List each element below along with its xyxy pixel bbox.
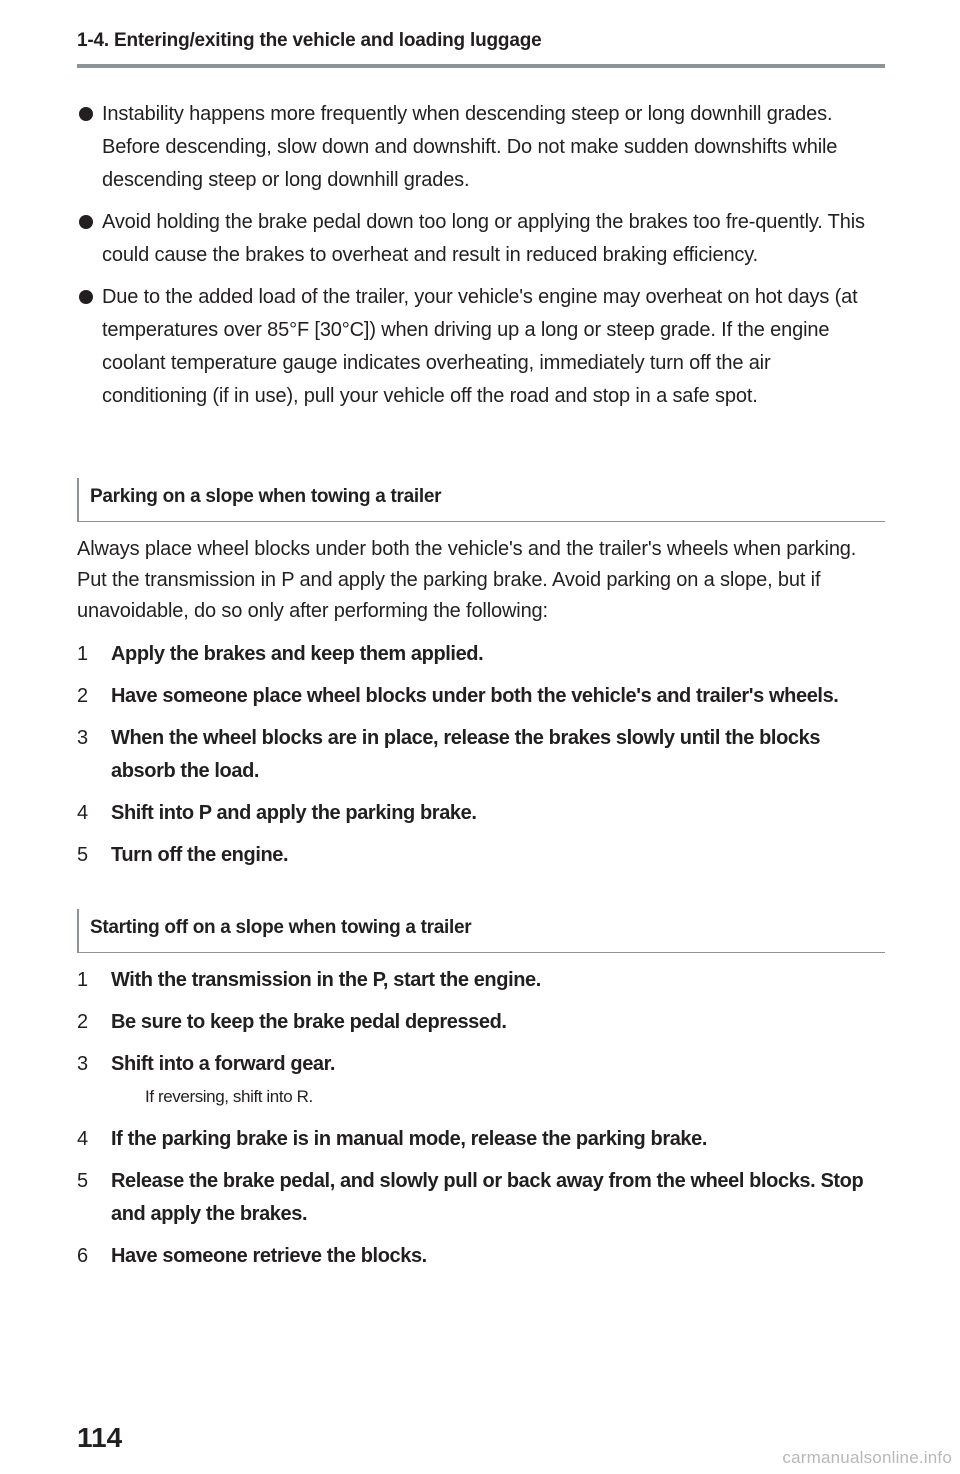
section-heading-bar (77, 478, 79, 522)
bullet-item (79, 98, 879, 197)
step-note: If reversing, shift into R. (145, 1087, 313, 1106)
section-heading-title: Parking on a slope when towing a trailer (90, 486, 442, 507)
bullet-list (79, 98, 879, 422)
step-text: If the parking brake is in manual mode, release the parking brake. (111, 1128, 708, 1150)
step-text: Have someone place wheel blocks under both the vehicle's and trailer's wheels. (111, 685, 839, 707)
bullet-item (79, 206, 879, 272)
step-item (77, 797, 882, 830)
step-number: 6 (77, 1245, 89, 1267)
step-number: 5 (77, 1170, 89, 1192)
section-heading-rule (77, 952, 885, 953)
step-text: Turn off the engine. (111, 844, 289, 866)
starting-steps-list (77, 964, 882, 1282)
step-item (77, 1123, 882, 1156)
step-number: 3 (77, 727, 89, 749)
section-heading-rule (77, 521, 885, 522)
step-text: Be sure to keep the brake pedal depressed. (111, 1011, 507, 1033)
step-item (77, 839, 882, 872)
step-number: 1 (77, 643, 89, 665)
parking-steps-list (77, 638, 882, 881)
bullet-text: Due to the added load of the trailer, your vehicle's engine may overheat on hot days (at temperatures over 85°F [30°C]) when driving up a long or steep grade. If the engine coolant temperature gauge indicates overheating, immediately turn off the air conditioning (if in use), pull your vehicle off the road and stop in a safe spot. (102, 286, 858, 407)
step-text: Apply the brakes and keep them applied. (111, 643, 484, 665)
bullet-dot-icon (79, 290, 93, 304)
step-text: Have someone retrieve the blocks. (111, 1245, 427, 1267)
bullet-dot-icon (79, 107, 93, 121)
section-heading-parking (77, 478, 885, 522)
site-watermark: carmanualsonline.info (782, 1448, 952, 1467)
bullet-text: Instability happens more frequently when descending steep or long downhill grades. Before descending, slow down and downshift. Do not make sudden downshifts while descending steep or long downhill grades. (102, 103, 838, 191)
step-number: 3 (77, 1053, 89, 1075)
step-number: 2 (77, 685, 89, 707)
step-number: 5 (77, 844, 89, 866)
step-item (77, 1006, 882, 1039)
section-heading-bar (77, 909, 79, 953)
step-text: Shift into P and apply the parking brake. (111, 802, 477, 824)
step-item (77, 722, 882, 788)
step-text: With the transmission in the P, start the engine. (111, 969, 541, 991)
bullet-text: Avoid holding the brake pedal down too long or applying the brakes too fre-quently. This could cause the brakes to overheat and result in reduced braking efficiency. (102, 211, 865, 266)
step-number: 4 (77, 802, 89, 824)
step-item (77, 638, 882, 671)
bullet-item (79, 281, 879, 413)
step-number: 4 (77, 1128, 89, 1150)
running-header: 1-4. Entering/exiting the vehicle and loading luggage (77, 30, 542, 51)
step-text: Shift into a forward gear. (111, 1053, 336, 1075)
header-rule (77, 64, 885, 68)
step-item (77, 964, 882, 997)
page-number: 114 (77, 1422, 123, 1453)
bullet-dot-icon (79, 215, 93, 229)
step-item (77, 680, 882, 713)
step-number: 2 (77, 1011, 89, 1033)
section-heading-starting (77, 909, 885, 953)
step-item (77, 1048, 882, 1111)
step-text: Release the brake pedal, and slowly pull or back away from the wheel blocks. Stop and apply the brakes. (111, 1170, 864, 1225)
step-item (77, 1240, 882, 1273)
step-item (77, 1165, 882, 1231)
step-text: When the wheel blocks are in place, release the brakes slowly until the blocks absorb the load. (111, 727, 821, 782)
step-number: 1 (77, 969, 89, 991)
parking-intro-paragraph: Always place wheel blocks under both the vehicle's and the trailer's wheels when parking. Put the transmission in P and apply the parking brake. Avoid parking on a slope, but if unavoidable, do so only after performing the following: (77, 538, 857, 622)
section-heading-title: Starting off on a slope when towing a trailer (90, 917, 472, 938)
